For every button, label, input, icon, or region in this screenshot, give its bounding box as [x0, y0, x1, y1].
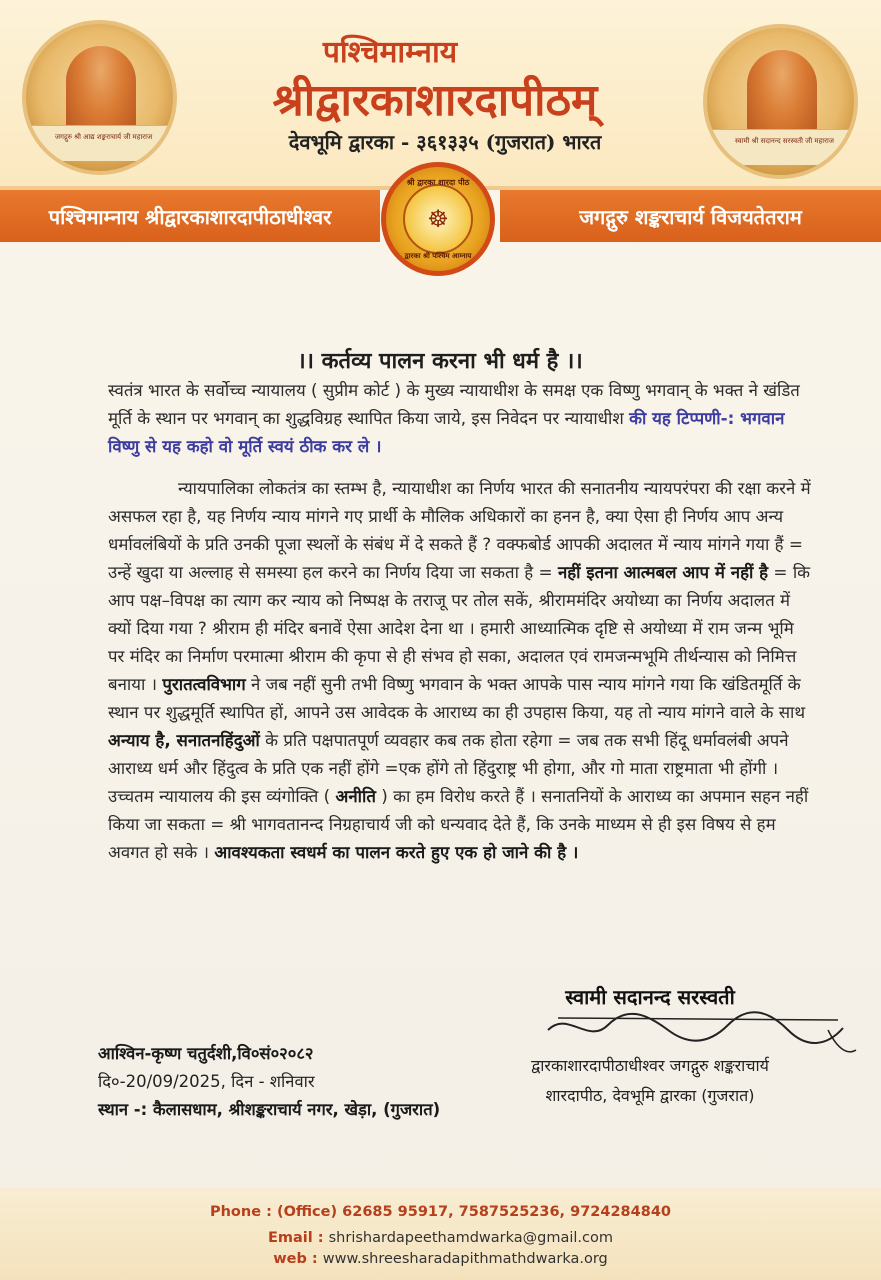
p2-part-c: ने जब नहीं सुनी तभी विष्णु भगवान के भक्त आपके पास न्याय मांगने गया कि खंडितमूर्ति के स्थान पर शुद्धमूर्ति स्थापित हों, आपने उस आवेदक के आराध्य का ही उपहास किया, यह तो न्याय मांगने वाले के साथ — [108, 674, 806, 722]
signatory-title-line-1: द्वारकाशारदापीठाधीश्वर जगद्गुरु शङ्कराचार्य — [531, 1056, 769, 1075]
seal-top-text: श्री द्वारका शारदा पीठ — [406, 178, 470, 187]
signatory-name: स्वामी सदानन्द सरस्वती — [565, 985, 735, 1009]
date-line: दि०-20/09/2025, दिन - शनिवार — [98, 1072, 315, 1091]
phone-value: (Office) 62685 95917, 7587525236, 9724284840 — [276, 1204, 672, 1220]
place-value: कैलासधाम, श्रीशङ्कराचार्य नगर, खेड़ा, (गुजरात) — [153, 1100, 441, 1119]
web-value[interactable]: www.shreesharadapithmathdwarka.org — [322, 1251, 608, 1267]
footer-phone — [0, 1204, 881, 1220]
judge-remark-highlight: की यह टिप्पणी-: भगवान विष्णु से यह कहो वो मूर्ति स्वयं ठीक कर ले । — [108, 408, 785, 456]
p2-bold-3: अन्याय है, सनातनहिंदुओं — [108, 730, 260, 750]
footer-email — [0, 1230, 881, 1246]
place-line — [98, 1096, 558, 1124]
email-value[interactable]: shrishardapeethamdwarka@gmail.com — [328, 1230, 614, 1246]
letter-paragraph-1 — [108, 376, 813, 460]
web-label: web : — [273, 1251, 323, 1267]
seal-bottom-text: द्वारका श्री पश्चिम आम्नाय — [404, 252, 472, 260]
phone-label: Phone : — [209, 1204, 277, 1220]
paragraph-1-text: स्वतंत्र भारत के सर्वोच्च न्यायालय ( सुप्रीम कोर्ट ) के मुख्य न्यायाधीश के समक्ष एक विष्णु भगवान् के भक्त ने खंडित मूर्ति के स्थान पर भगवान् का शुद्धविग्रह स्थापित किया जाये, इस निवेदन पर न्यायाधीश — [108, 380, 800, 428]
footer-web — [0, 1251, 881, 1267]
letter-heading: ।। कर्तव्य पालन करना भी धर्म है ।। — [297, 348, 583, 374]
p2-part-a: न्यायपालिका लोकतंत्र का स्तम्भ है, न्यायाधीश का निर्णय भारत की सनातनीय न्यायपरंपरा की रक्षा करने में असफल रहा है, यह निर्णय न्याय मांगने गए प्रार्थी के मौलिक अधिकारों का हनन है, क्या ऐसा ही निर्णय आप अन्य धर्मावलंबियों के प्रति उनकी पूजा स्थलों के संबंध में दे सकते हैं ? वक्फबोर्ड आपकी अदालत में न्याय मांगने गया हैं = उन्हें खुदा या अल्लाह से समस्या हल करने का निर्णय दिया जा सकता है = — [108, 478, 811, 582]
p2-part-d: के प्रति पक्षपातपूर्ण व्यवहार कब तक होता रहेगा = जब तक सभी हिंदू धर्मावलंबी अपने आराध्य धर्म और हिंदुत्व के प्रति एक नहीं होंगे =एक होंगे तो हिंदुराष्ट्र भी होगा, और गो माता राष्ट्रमाता भी होंगी । उच्चतम न्यायालय की इस व्यंगोक्ति ( — [108, 730, 789, 806]
tithi: आश्विन-कृष्ण चतुर्दशी,वि०सं०२०८२ — [98, 1044, 314, 1063]
letter-paragraph-2 — [108, 474, 813, 866]
header-address: देवभूमि द्वारका - ३६१३३५ (गुजरात) भारत — [288, 130, 602, 154]
left-portrait-caption: जगद्गुरु श्री आद्य शङ्कराचार्य जी महाराज — [26, 125, 177, 161]
ribbon-right: जगद्गुरु शङ्कराचार्य विजयतेतराम — [500, 190, 881, 242]
p2-bold-1: नहीं इतना आत्मबल आप में नहीं है — [557, 562, 769, 582]
ribbon-left: पश्चिमाम्नाय श्रीद्वारकाशारदापीठाधीश्वर — [0, 190, 380, 242]
p2-part-e: ) का हम विरोध करते हैं । सनातनियों के आराध्य का अपमान सहन नहीं किया जा सकता = श्री भागवतानन्द निग्रहाचार्य जी को धन्यवाद देते हैं, कि उनके माध्यम से ही इस विषय से हम अवगत हो सके । — [108, 786, 809, 862]
signatory-title-line-2: शारदापीठ, देवभूमि द्वारका (गुजरात) — [545, 1086, 755, 1105]
p2-bold-2: पुरातत्वविभाग — [162, 674, 246, 694]
swami-portrait — [703, 24, 858, 179]
p2-bold-5: आवश्यकता स्वधर्म का पालन करते हुए एक हो जाने की है । — [214, 842, 579, 862]
p2-bold-4: अनीति — [335, 786, 376, 806]
header-subtitle: पश्चिमाम्नाय — [322, 35, 458, 70]
email-label: Email : — [267, 1230, 329, 1246]
date-place-block — [98, 1040, 558, 1124]
temple-emblem-icon: ☸ — [403, 184, 473, 254]
p2-part-b: = कि आप पक्ष–विपक्ष का त्याग कर न्याय को निष्पक्ष के तराजू पर तोल सकें, श्रीराममंदिर अयोध्या का निर्णय अदालत में क्यों दिया गया ? श्रीराम ही मंदिर बनावें ऐसा आदेश देना था । हमारी आध्यात्मिक दृष्टि से अयोध्या में राम जन्म भूमि पर मंदिर का निर्माण परमात्मा श्रीराम की कृपा से ही संभव हो सका, अदालत एवं रामजन्मभूमि तीर्थन्यास को निमित्त बनाया । — [108, 562, 811, 694]
right-portrait-caption: स्वामी श्री सदानन्द सरस्वती जी महाराज — [707, 129, 858, 165]
place-label: स्थान -: — [98, 1100, 153, 1119]
adi-shankaracharya-portrait — [22, 20, 177, 175]
header-title: श्रीद्वारकाशारदापीठम् — [272, 75, 598, 126]
peetham-seal — [381, 162, 495, 276]
